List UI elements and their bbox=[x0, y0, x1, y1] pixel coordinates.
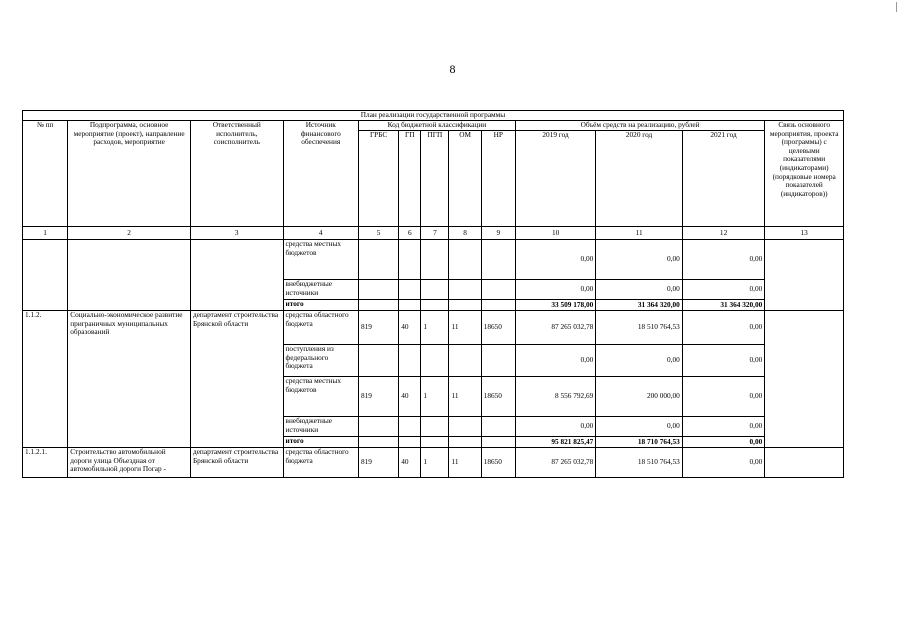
col-number-12: 12 bbox=[682, 227, 764, 240]
cell-source: поступления из федерального бюджета bbox=[283, 345, 358, 377]
cell-2020: 0,00 bbox=[596, 240, 683, 280]
cell-nr: 18650 bbox=[481, 448, 515, 478]
cell-source: внебюджетные источники bbox=[283, 280, 358, 300]
plan-table bbox=[22, 110, 844, 478]
cell-2021: 0,00 bbox=[682, 345, 764, 377]
plan-title: План реализации государственной программы bbox=[23, 111, 844, 121]
cell-2021-total: 31 364 320,00 bbox=[682, 300, 764, 311]
cell-2019: 0,00 bbox=[515, 240, 595, 280]
cell-2019: 87 265 032,78 bbox=[515, 448, 595, 478]
cell-om: 11 bbox=[449, 311, 481, 345]
col-number-4: 4 bbox=[283, 227, 358, 240]
cell-2019-total: 95 821 825,47 bbox=[515, 437, 595, 448]
cell-pgp: 1 bbox=[421, 311, 449, 345]
table-row bbox=[23, 311, 844, 345]
cell-2020: 18 510 764,53 bbox=[596, 311, 683, 345]
cell-2021: 0,00 bbox=[682, 377, 764, 417]
cell-source-total: итого bbox=[283, 437, 358, 448]
col-number-11: 11 bbox=[596, 227, 683, 240]
cell-grbs: 819 bbox=[358, 448, 398, 478]
cell-om: 11 bbox=[449, 448, 481, 478]
cell-2019: 8 556 792,69 bbox=[515, 377, 595, 417]
cell-subprogram: Строительство автомобильной дороги улица Объездная от автомобильной дороги Погар - bbox=[68, 448, 191, 478]
col-number-1: 1 bbox=[23, 227, 68, 240]
col-number-2: 2 bbox=[68, 227, 191, 240]
cell-2020: 0,00 bbox=[596, 280, 683, 300]
page-number: 8 bbox=[449, 62, 456, 76]
cell-2021: 0,00 bbox=[682, 311, 764, 345]
cell-source: средства местных бюджетов bbox=[283, 377, 358, 417]
cell-2021-total: 0,00 bbox=[682, 437, 764, 448]
cell-pgp: 1 bbox=[421, 377, 449, 417]
cell-link bbox=[765, 448, 844, 478]
cell-om: 11 bbox=[449, 377, 481, 417]
header-2021: 2021 год bbox=[682, 131, 764, 227]
header-pgp: ПГП bbox=[421, 131, 449, 227]
col-number-5: 5 bbox=[358, 227, 398, 240]
cell-executor: департамент строительства Брянской области bbox=[190, 311, 283, 448]
cell-subprogram: Социально-экономическое развитие приграничных муниципальных образований bbox=[68, 311, 191, 448]
cell-2019: 0,00 bbox=[515, 417, 595, 437]
cell-grbs: 819 bbox=[358, 311, 398, 345]
header-col-subprogram: Подпрограмма, основное мероприятие (проект), направление расходов, мероприятие bbox=[68, 121, 191, 227]
cell-executor: департамент строительства Брянской области bbox=[190, 448, 283, 478]
cell-executor bbox=[190, 240, 283, 311]
col-number-3: 3 bbox=[190, 227, 283, 240]
cell-2021: 0,00 bbox=[682, 240, 764, 280]
cell-2020: 0,00 bbox=[596, 417, 683, 437]
col-number-13: 13 bbox=[765, 227, 844, 240]
header-col-num: № пп bbox=[23, 121, 68, 227]
cell-grbs: 819 bbox=[358, 377, 398, 417]
cell-2019: 0,00 bbox=[515, 280, 595, 300]
header-col-executor: Ответственный исполнитель, соисполнитель bbox=[190, 121, 283, 227]
cell-2019: 0,00 bbox=[515, 345, 595, 377]
header-funds: Объём средств на реализацию, рублей bbox=[515, 121, 764, 131]
cell-2020: 0,00 bbox=[596, 345, 683, 377]
cell-gp: 40 bbox=[399, 377, 421, 417]
cell-2020: 18 510 764,53 bbox=[596, 448, 683, 478]
cell-link bbox=[765, 311, 844, 448]
col-number-6: 6 bbox=[399, 227, 421, 240]
cell-gp: 40 bbox=[399, 448, 421, 478]
cell-gp: 40 bbox=[399, 311, 421, 345]
cell-2021: 0,00 bbox=[682, 448, 764, 478]
cell-2019-total: 33 509 178,00 bbox=[515, 300, 595, 311]
cell-link bbox=[765, 240, 844, 311]
cell-source: внебюджетные источники bbox=[283, 417, 358, 437]
header-col-link: Связь основного мероприятия, проекта (программы) с целевыми показателями (индикаторами) (порядковые номера показателей (индикаторов)) bbox=[765, 121, 844, 227]
cell-2021: 0,00 bbox=[682, 280, 764, 300]
cell-source: средства областного бюджета bbox=[283, 448, 358, 478]
cell-num: 1.1.2. bbox=[23, 311, 68, 448]
table-row bbox=[23, 448, 844, 478]
header-gp: ГП bbox=[399, 131, 421, 227]
cell-source-total: итого bbox=[283, 300, 358, 311]
cell-2020: 200 000,00 bbox=[596, 377, 683, 417]
header-2019: 2019 год bbox=[515, 131, 595, 227]
cell-2020-total: 18 710 764,53 bbox=[596, 437, 683, 448]
cell-2019: 87 265 032,78 bbox=[515, 311, 595, 345]
table-row bbox=[23, 240, 844, 280]
cell-2021: 0,00 bbox=[682, 417, 764, 437]
col-number-9: 9 bbox=[481, 227, 515, 240]
col-number-10: 10 bbox=[515, 227, 595, 240]
header-nr: НР bbox=[481, 131, 515, 227]
col-number-8: 8 bbox=[449, 227, 481, 240]
cell-nr: 18650 bbox=[481, 311, 515, 345]
col-number-7: 7 bbox=[421, 227, 449, 240]
cell-source: средства местных бюджетов bbox=[283, 240, 358, 280]
cell-subprogram bbox=[68, 240, 191, 311]
header-budget-class: Код бюджетной классификации bbox=[358, 121, 515, 131]
header-grbs: ГРБС bbox=[358, 131, 398, 227]
cell-nr: 18650 bbox=[481, 377, 515, 417]
header-col-source: Источник финансового обеспечения bbox=[283, 121, 358, 227]
cell-num bbox=[23, 240, 68, 311]
scan-edge-mark bbox=[896, 2, 897, 12]
cell-2020-total: 31 364 320,00 bbox=[596, 300, 683, 311]
header-om: ОМ bbox=[449, 131, 481, 227]
cell-pgp: 1 bbox=[421, 448, 449, 478]
header-2020: 2020 год bbox=[596, 131, 683, 227]
cell-num: 1.1.2.1. bbox=[23, 448, 68, 478]
cell-source: средства областного бюджета bbox=[283, 311, 358, 345]
